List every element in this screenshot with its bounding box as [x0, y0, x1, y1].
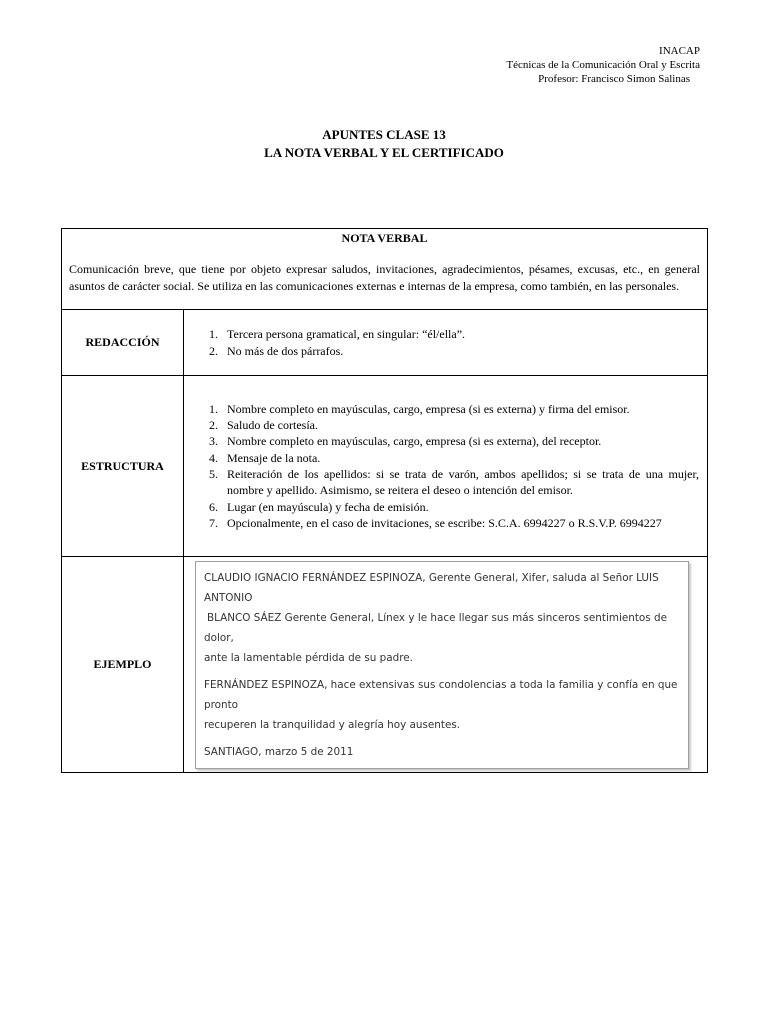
estructura-row — [62, 376, 708, 557]
item-number: 6. — [209, 499, 218, 514]
redaccion-row — [62, 310, 708, 376]
redaccion-list — [204, 326, 699, 359]
institution-name: INACAP — [659, 45, 700, 57]
item-text: Nombre completo en mayúsculas, cargo, empresa (si es externa), del receptor. — [227, 434, 602, 449]
ejemplo-content — [184, 557, 708, 773]
item-number: 5. — [209, 467, 218, 481]
example-line: BLANCO SÁEZ Gerente General, Línex y le hace llegar sus más sinceros sentimientos de dolor, — [204, 611, 667, 644]
item-number: 1. — [209, 327, 218, 342]
list-item — [204, 515, 699, 531]
ejemplo-row — [62, 557, 708, 773]
nota-verbal-table — [61, 228, 708, 773]
professor-name: Profesor: Francisco Simon Salinas — [538, 73, 690, 85]
item-text: Mensaje de la nota. — [227, 450, 321, 465]
redaccion-label: REDACCIÓN — [62, 310, 184, 376]
item-text: No más de dos párrafos. — [227, 343, 344, 358]
redaccion-content — [184, 310, 708, 376]
item-number: 3. — [209, 434, 218, 449]
example-paragraph-2 — [204, 675, 680, 735]
estructura-list — [204, 401, 699, 531]
example-note-box — [195, 561, 689, 769]
item-number: 4. — [209, 450, 218, 465]
list-item — [204, 417, 699, 433]
item-text: Reiteración de los apellidos: si se trata de varón, ambos apellidos; si se trata de una mujer, nombre y apellido. Asimismo, se reitera el deseo o intención del emisor. — [227, 467, 699, 498]
list-item — [204, 433, 699, 449]
item-text: Opcionalmente, en el caso de invitaciones, se escribe: S.C.A. 6994227 o R.S.V.P. 6994227 — [227, 515, 662, 530]
ejemplo-label: EJEMPLO — [62, 557, 184, 773]
example-line: FERNÁNDEZ ESPINOZA, hace extensivas sus condolencias a toda la familia y confía en que pronto — [204, 678, 678, 711]
definition-text: Comunicación breve, que tiene por objeto expresar saludos, invitaciones, agradecimientos, pésames, excusas, etc., en general asuntos de carácter social. Se utiliza en las comunicaciones externas e internas de la empresa, como también, en las personales. — [69, 262, 700, 293]
intro-row — [62, 229, 708, 310]
item-text: Nombre completo en mayúsculas, cargo, empresa (si es externa) y firma del emisor. — [227, 401, 630, 416]
item-number: 2. — [209, 418, 218, 433]
item-text: Tercera persona gramatical, en singular: “él/ella”. — [227, 327, 466, 342]
example-line: CLAUDIO IGNACIO FERNÁNDEZ ESPINOZA, Gerente General, Xifer, saluda al Señor LUIS ANTONIO — [204, 571, 659, 604]
list-item — [204, 343, 699, 359]
example-line: ante la lamentable pérdida de su padre. — [204, 651, 413, 664]
item-number: 2. — [209, 343, 218, 358]
title-line-2: LA NOTA VERBAL Y EL CERTIFICADO — [264, 145, 504, 160]
list-item — [204, 466, 699, 499]
item-text: Lugar (en mayúscula) y fecha de emisión. — [227, 499, 429, 514]
list-item — [204, 450, 699, 466]
document-header — [506, 44, 700, 86]
item-number: 1. — [209, 401, 218, 416]
section-heading: NOTA VERBAL — [341, 231, 428, 245]
example-place-date: SANTIAGO, marzo 5 de 2011 — [204, 745, 354, 758]
document-title — [0, 126, 768, 162]
item-text: Saludo de cortesía. — [227, 418, 318, 433]
example-paragraph-1 — [204, 568, 680, 668]
list-item — [204, 401, 699, 417]
estructura-content — [184, 376, 708, 557]
list-item — [204, 326, 699, 342]
item-number: 7. — [209, 515, 218, 530]
example-line: recuperen la tranquilidad y alegría hoy ausentes. — [204, 718, 461, 731]
course-name: Técnicas de la Comunicación Oral y Escrita — [506, 59, 700, 71]
title-line-1: APUNTES CLASE 13 — [322, 127, 446, 142]
list-item — [204, 499, 699, 515]
intro-cell — [62, 229, 708, 310]
estructura-label: ESTRUCTURA — [62, 376, 184, 557]
